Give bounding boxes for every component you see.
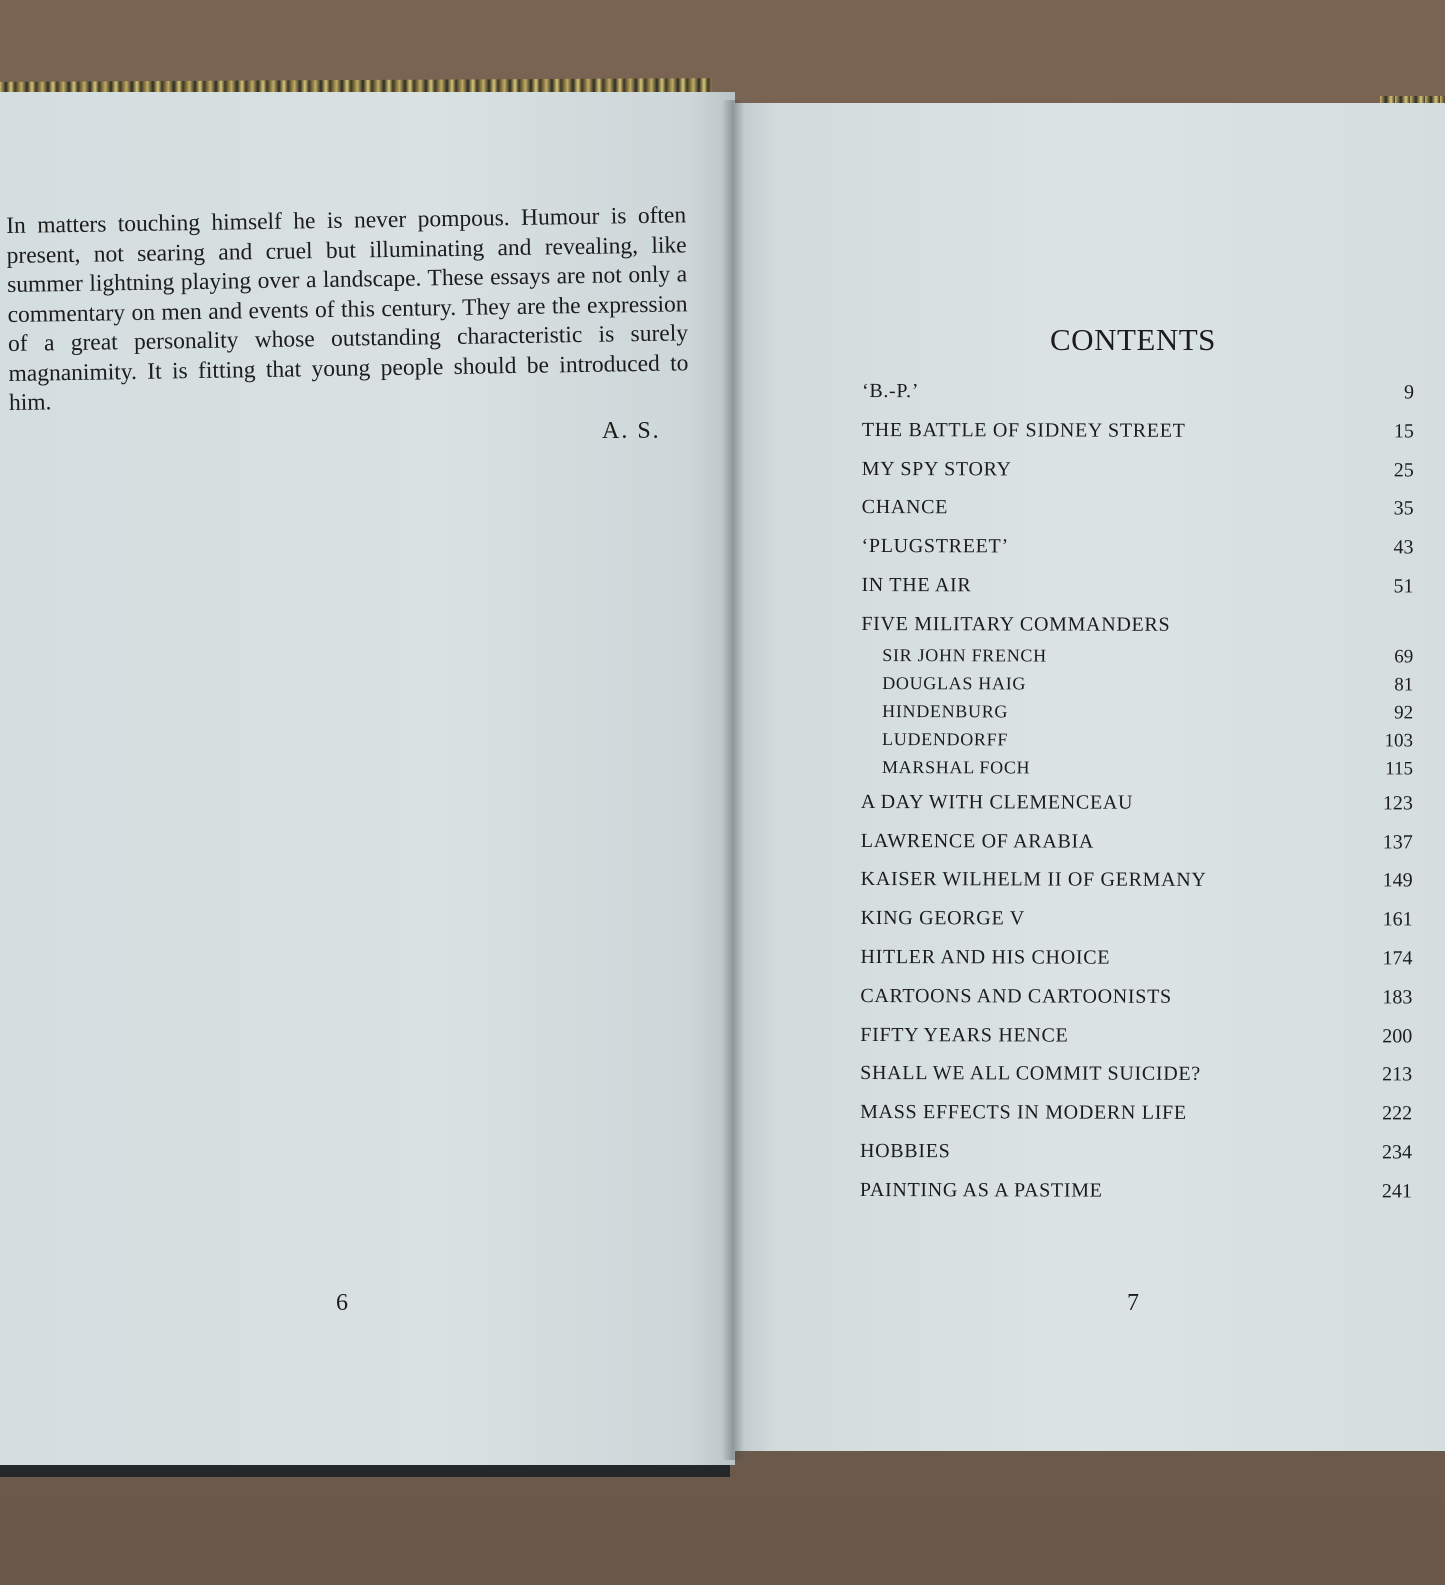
toc-entry (860, 1179, 1412, 1219)
toc-entry (860, 1140, 1412, 1180)
preface-text: In matters touching himself he is never pompous. Humour is often present, not searing and cruel but illuminating and revealing, like summer lightning playing over a landscape. These essays are not only a commentary on men and events of this century. They are the expression of a great personality whose outstanding characteristic is surely magnanimity. It is fitting that young people should be introduced to him. (6, 202, 689, 416)
toc-subentry-page: 81 (1394, 674, 1414, 696)
toc-entry-title: CARTOONS AND CARTOONISTS (860, 984, 1172, 1008)
toc-entry-title: KING GEORGE V (860, 907, 1025, 930)
toc-entry-page: 149 (1382, 869, 1413, 892)
toc-entry (862, 419, 1414, 459)
contents-heading: CONTENTS (1050, 322, 1216, 357)
toc-entry-title: HITLER AND HIS CHOICE (860, 945, 1111, 969)
toc-subentry-page: 103 (1384, 730, 1414, 752)
toc-subentry-title: LUDENDORFF (882, 728, 1009, 750)
table-of-contents (860, 380, 1414, 1219)
toc-entry (860, 985, 1412, 1025)
toc-entry-title: HOBBIES (859, 1139, 951, 1163)
toc-subentry (861, 673, 1413, 702)
toc-entry (862, 458, 1414, 498)
toc-subentry (861, 757, 1413, 786)
toc-entry-title: A DAY WITH CLEMENCEAU (860, 790, 1134, 814)
toc-entry-page: 222 (1382, 1102, 1413, 1125)
toc-entry-title: KAISER WILHELM II OF GERMANY (860, 868, 1207, 892)
toc-entry (861, 791, 1413, 831)
right-page-number: 7 (1127, 1290, 1139, 1316)
toc-subentry-title: DOUGLAS HAIG (882, 672, 1027, 694)
toc-entry-page: 137 (1382, 830, 1413, 854)
toc-entry-title: IN THE AIR (861, 573, 972, 597)
toc-entry (861, 907, 1413, 947)
toc-entry-title: CHANCE (861, 496, 949, 519)
toc-subentry (861, 729, 1413, 758)
toc-entry-page: 200 (1382, 1024, 1413, 1048)
toc-entry (861, 535, 1413, 575)
toc-subentry (861, 645, 1413, 674)
toc-entry-title: FIFTY YEARS HENCE (860, 1023, 1069, 1047)
toc-entry-page: 15 (1393, 420, 1414, 443)
toc-entry (860, 1101, 1412, 1141)
preface-paragraph (6, 201, 689, 418)
toc-entry (861, 830, 1413, 870)
toc-subentry-page: 69 (1394, 646, 1414, 668)
toc-entry-page: 174 (1382, 947, 1413, 970)
toc-entry-title: LAWRENCE OF ARABIA (860, 829, 1095, 853)
toc-entry-title: PAINTING AS A PASTIME (859, 1178, 1103, 1202)
toc-entry-page: 241 (1381, 1180, 1412, 1203)
toc-subentry-page: 115 (1385, 758, 1414, 780)
toc-section-title: FIVE MILITARY COMMANDERS (861, 612, 1171, 636)
toc-entry-page: 234 (1381, 1141, 1413, 1164)
toc-subentry-title: HINDENBURG (882, 700, 1009, 722)
toc-section-heading (861, 613, 1413, 646)
toc-subentry (861, 701, 1413, 730)
toc-entry-title: MY SPY STORY (861, 457, 1012, 480)
toc-entry-page: 183 (1382, 986, 1413, 1009)
toc-entry (860, 946, 1412, 986)
toc-entry-page: 35 (1393, 497, 1414, 520)
left-page-number: 6 (336, 1290, 348, 1316)
toc-entry (861, 574, 1413, 614)
author-initials: A. S. (602, 418, 661, 444)
toc-entry (861, 868, 1413, 908)
toc-entry-page: 161 (1382, 908, 1413, 931)
toc-entry-page: 51 (1393, 575, 1414, 598)
toc-entry-page: 25 (1393, 458, 1414, 482)
toc-subentry-page: 92 (1394, 702, 1414, 724)
toc-entry-page: 213 (1382, 1063, 1413, 1086)
toc-entry (860, 1024, 1412, 1064)
toc-entry-title: ‘PLUGSTREET’ (861, 535, 1009, 558)
toc-entry-page: 43 (1393, 536, 1414, 559)
toc-entry (862, 380, 1414, 420)
toc-entry-title: THE BATTLE OF SIDNEY STREET (861, 418, 1186, 442)
toc-entry-page: 123 (1382, 792, 1413, 815)
toc-entry (860, 1062, 1412, 1102)
toc-subentry-title: SIR JOHN FRENCH (882, 644, 1047, 666)
toc-entry-page: 9 (1403, 381, 1414, 404)
toc-entry-title: ‘B.-P.’ (861, 380, 920, 403)
book-gutter (722, 100, 744, 1460)
toc-entry (862, 496, 1414, 536)
toc-entry-title: SHALL WE ALL COMMIT SUICIDE? (860, 1062, 1201, 1086)
toc-subentry-title: MARSHAL FOCH (881, 756, 1031, 778)
toc-entry-title: MASS EFFECTS IN MODERN LIFE (860, 1101, 1187, 1125)
